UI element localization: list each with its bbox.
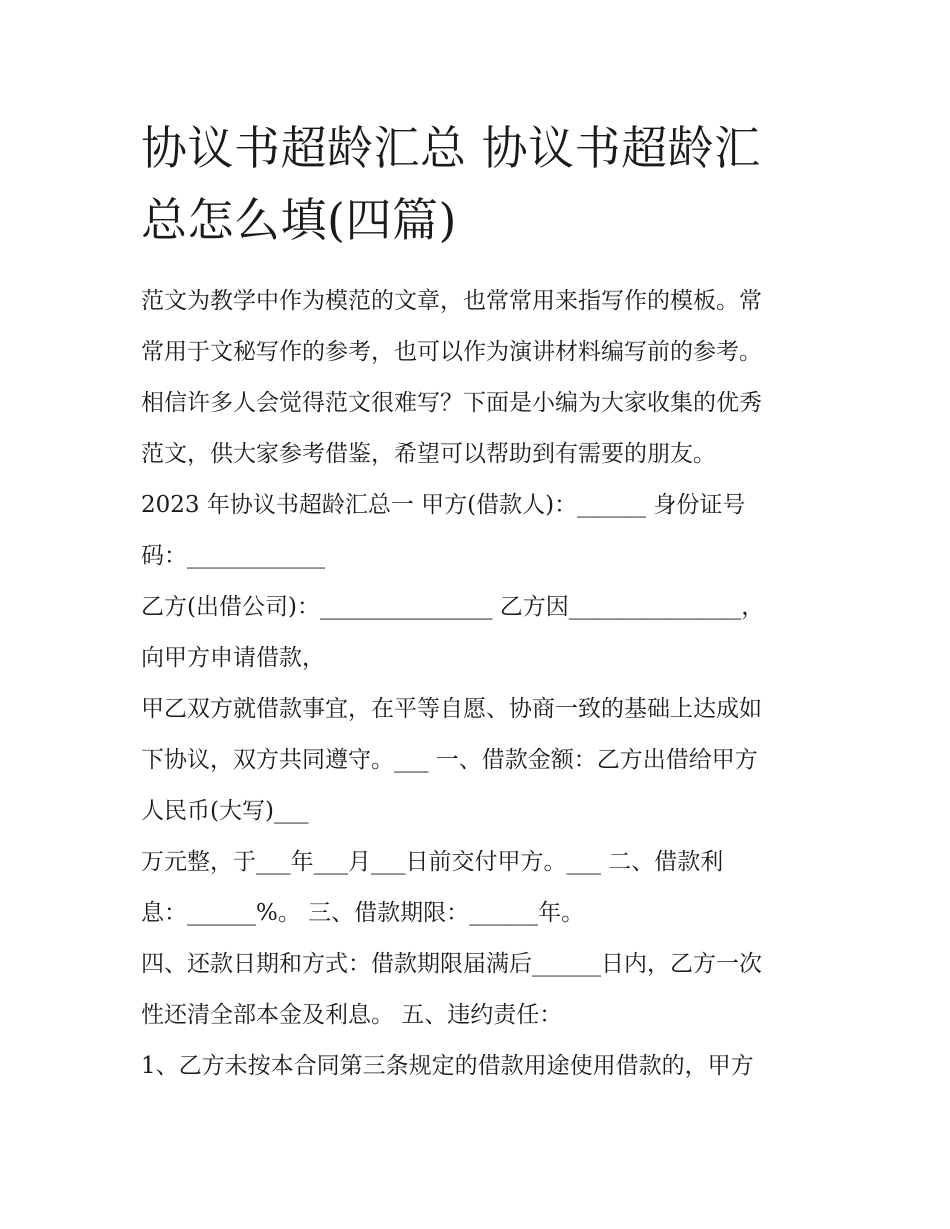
body-line: 向甲方申请借款， xyxy=(141,645,325,671)
body-line: 1、乙方未按本合同第三条规定的借款用途使用借款的，甲方 xyxy=(141,1053,754,1079)
body-line: 范文为教学中作为模范的文章，也常常用来指写作的模板。常 xyxy=(141,288,762,314)
title-line-2: 总怎么填(四篇) xyxy=(141,193,457,247)
body-line: 乙方(出借公司)：_______________ 乙方因_______________， xyxy=(141,594,765,620)
body-line: 性还清全部本金及利息。 五、违约责任： xyxy=(141,1002,563,1028)
body-line: 相信许多人会觉得范文很难写？下面是小编为大家收集的优秀 xyxy=(141,390,762,416)
body-line: 码：____________ xyxy=(141,543,325,569)
document-body xyxy=(141,276,821,1092)
body-line: 常用于文秘写作的参考，也可以作为演讲材料编写前的参考。 xyxy=(141,339,762,365)
body-line: 人民币(大写)___ xyxy=(141,798,309,824)
title-line-1: 协议书超龄汇总 协议书超龄汇 xyxy=(141,121,761,175)
document-title xyxy=(141,112,821,256)
body-line: 2023 年协议书超龄汇总一 甲方(借款人)：______ 身份证号 xyxy=(141,492,746,518)
body-line: 息：______%。 三、借款期限：______年。 xyxy=(141,900,585,926)
body-line: 范文，供大家参考借鉴，希望可以帮助到有需要的朋友。 xyxy=(141,441,716,467)
body-line: 下协议，双方共同遵守。___ 一、借款金额：乙方出借给甲方 xyxy=(141,747,758,773)
body-line: 万元整，于___年___月___日前交付甲方。___ 二、借款利 xyxy=(141,849,724,875)
document-page xyxy=(141,112,821,1092)
body-line: 甲乙双方就借款事宜，在平等自愿、协商一致的基础上达成如 xyxy=(141,696,762,722)
body-line: 四、还款日期和方式：借款期限届满后______日内，乙方一次 xyxy=(141,951,762,977)
